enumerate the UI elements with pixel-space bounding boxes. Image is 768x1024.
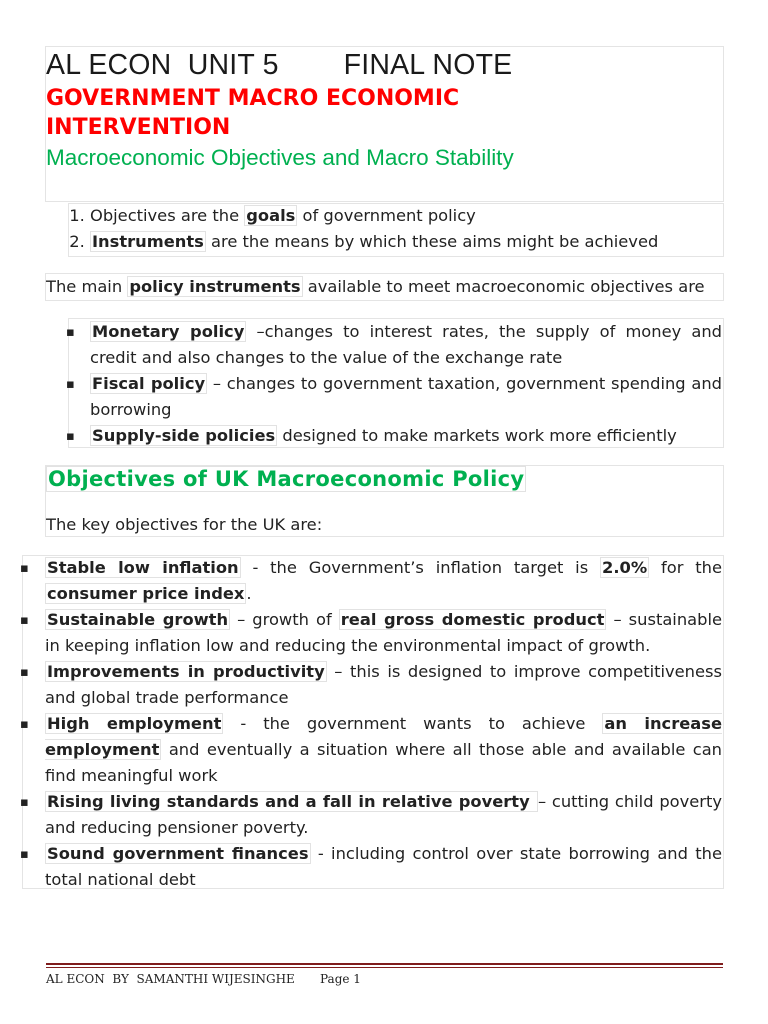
keyword: Rising living standards and a fall in relative poverty [47,792,536,811]
keyword: Sound government finances [47,844,309,863]
bullet-icon: ▪ [20,561,29,576]
unit-title: AL ECON UNIT 5 FINAL NOTE [46,49,513,81]
keyword: Sustainable growth [47,610,229,629]
keyword: policy instruments [129,277,301,296]
keyword: Supply-side policies [92,426,276,445]
keyword: Instruments [92,232,204,251]
list-item: ▪ Fiscal policy – changes to government taxation, government spending and borrowing [68,371,722,423]
bullet-icon: ▪ [20,613,29,628]
key-objectives-intro: The key objectives for the UK are: [46,515,323,534]
list-item: ▪ High employment - the government wants to achieve an increase employment and eventually a situation where all those able and available can find meaningful work [22,711,722,789]
list-item: ▪ Monetary policy –changes to interest rates, the supply of money and credit and also changes to the value of the exchange rate [68,319,722,371]
footer-rule [46,963,723,965]
subtitle: Macroeconomic Objectives and Macro Stability [46,145,514,170]
bullet-icon: ▪ [66,325,75,340]
keyword: Stable low inflation [47,558,239,577]
keyword: Improvements in productivity [47,662,325,681]
keyword: High employment [47,714,222,733]
bullet-icon: ▪ [66,377,75,392]
list-item: ▪ Sustainable growth – growth of real gross domestic product – sustainable in keeping inflation low and reducing the environmental impact of growth. [22,607,722,659]
footer-author: AL ECON BY SAMANTHI WIJESINGHE [46,972,295,986]
keyword: consumer price index [47,584,245,603]
keyword: Fiscal policy [92,374,206,393]
section-heading: Objectives of UK Macroeconomic Policy [48,467,525,491]
intro-paragraph: The main policy instruments available to meet macroeconomic objectives are [46,277,705,296]
keyword: goals [246,206,296,225]
bullet-icon: ▪ [20,717,29,732]
list-item: ▪ Improvements in productivity – this is designed to improve competitiveness and global trade performance [22,659,722,711]
bullet-icon: ▪ [66,429,75,444]
list-item: 1. Objectives are the goals of government policy [90,203,720,229]
footer-rule [46,967,723,968]
bullet-icon: ▪ [20,665,29,680]
bullet-icon: ▪ [20,847,29,862]
list-item: ▪ Supply-side policies designed to make markets work more efficiently [68,423,722,449]
objectives-list [22,555,722,893]
list-item: ▪ Sound government finances - including control over state borrowing and the total national debt [22,841,722,893]
keyword: real gross domestic product [340,610,605,629]
list-item: ▪ Rising living standards and a fall in relative poverty – cutting child poverty and reducing pensioner poverty. [22,789,722,841]
numbered-list [68,203,720,255]
instruments-list [68,319,722,449]
keyword: 2.0% [602,558,648,577]
bullet-icon: ▪ [20,795,29,810]
keyword: an increase employment [45,714,722,759]
list-item: 2. Instruments are the means by which these aims might be achieved [90,229,720,255]
list-item: ▪ Stable low inflation - the Government’s inflation target is 2.0% for the consumer price index . [22,555,722,607]
main-title: GOVERNMENT MACRO ECONOMIC INTERVENTION [46,86,460,140]
page-number: Page 1 [320,972,361,986]
keyword: Monetary policy [92,322,245,341]
